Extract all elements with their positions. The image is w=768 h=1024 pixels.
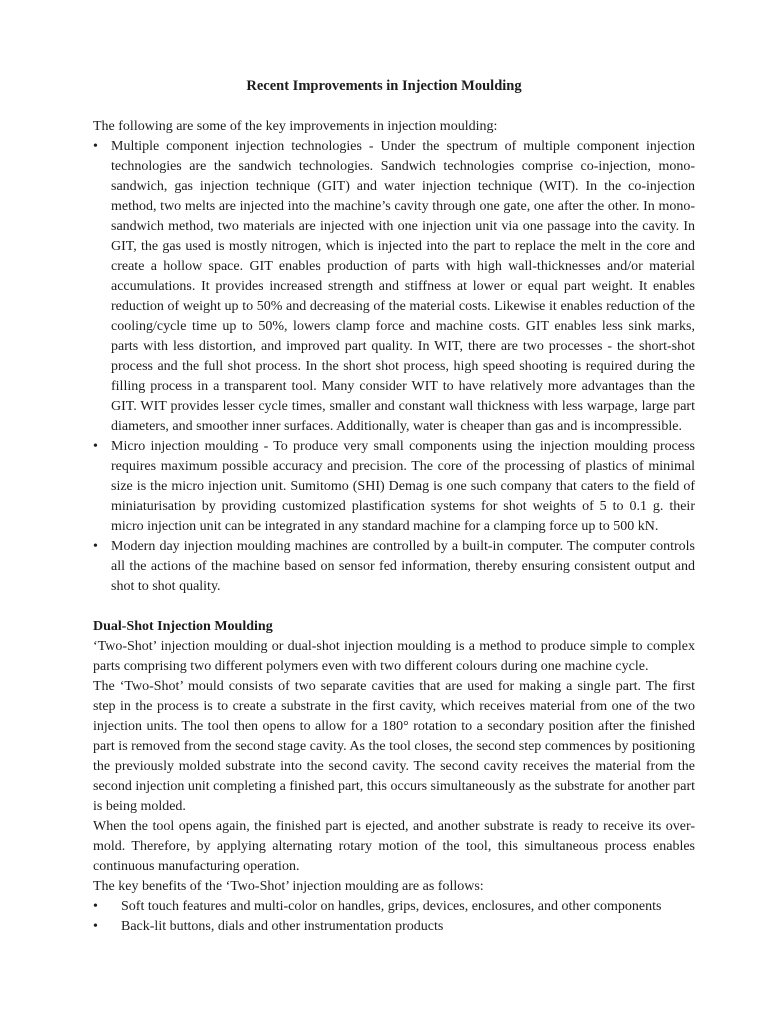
section-heading: Dual-Shot Injection Moulding: [93, 619, 273, 634]
document-title: Recent Improvements in Injection Moulding: [246, 78, 522, 94]
bullet-icon: •: [93, 919, 98, 934]
benefit-text: Back-lit buttons, dials and other instrumentation products: [121, 919, 444, 934]
bullet-icon: •: [93, 439, 98, 454]
section-paragraph: When the tool opens again, the finished part is ejected, and another substrate is ready to receive its over-mold. Therefore, by applying alternating rotary motion of the tool, this simultaneous process enables continuous manufacturing operation.: [93, 819, 695, 874]
improvement-item-micro-injection: [93, 437, 695, 537]
bullet-icon: •: [93, 139, 98, 154]
benefits-intro: The key benefits of the ‘Two-Shot’ injection moulding are as follows:: [93, 879, 484, 894]
bullet-icon: •: [93, 539, 98, 554]
document-body: [93, 117, 695, 937]
improvement-text: Multiple component injection technologies - Under the spectrum of multiple component injection technologies are the sandwich technologies. Sandwich technologies comprise co-injection, mono-sandwich, gas injection technique (GIT) and water injection technique (WIT). In the co-injection method, two melts are injected into the machine’s cavity through one gate, one after the other. In mono-sandwich method, two materials are injected with one injection unit via one passage into the cavity. In GIT, the gas used is mostly nitrogen, which is injected into the part to replace the melt in the core and create a hollow space. GIT enables production of parts with high wall-thicknesses and/or material accumulations. It provides increased strength and stiffness at lower or equal part weight. It enables reduction of weight up to 50% and decreasing of the material costs. Likewise it enables reduction of the cooling/cycle time up to 50%, lowers clamp force and machine costs. GIT enables less sink marks, parts with less distortion, and improved part quality. In WIT, there are two processes - the short-shot process and the full shot process. In the short shot process, high speed shooting is required during the filling process in a transparent tool. Many consider WIT to have relatively more advantages than the GIT. WIT provides lesser cycle times, smaller and constant wall thickness with less warpage, large part diameters, and smoother inner surfaces. Additionally, water is cheaper than gas and is incompressible.: [111, 139, 695, 434]
bullet-icon: •: [93, 899, 98, 914]
benefit-item: [93, 917, 695, 937]
benefits-list: [93, 897, 695, 937]
section-paragraph: The ‘Two-Shot’ mould consists of two separate cavities that are used for making a single part. The first step in the process is to create a substrate in the first cavity, which receives material from one of the two injection units. The tool then opens to allow for a 180° rotation to a secondary position after the finished part is removed from the second stage cavity. As the tool closes, the second step commences by positioning the previously molded substrate into the second cavity. The second cavity receives the material from the second injection unit completing a finished part, this occurs simultaneously as the substrate for another part is being molded.: [93, 679, 695, 814]
improvements-list: [93, 137, 695, 597]
intro-paragraph: The following are some of the key improvements in injection moulding:: [93, 119, 498, 134]
improvement-text: Modern day injection moulding machines are controlled by a built-in computer. The computer controls all the actions of the machine based on sensor fed information, thereby ensuring consistent output and shot to shot quality.: [111, 539, 695, 594]
benefit-item: [93, 897, 695, 917]
section-paragraph: ‘Two-Shot’ injection moulding or dual-shot injection moulding is a method to produce simple to complex parts comprising two different polymers even with two different colours during one machine cycle.: [93, 639, 695, 674]
improvement-text: Micro injection moulding - To produce very small components using the injection moulding process requires maximum possible accuracy and precision. The core of the processing of plastics of minimal size is the micro injection unit. Sumitomo (SHI) Demag is one such company that caters to the field of miniaturisation by providing customized plastification systems for shot weights of 5 to 0.1 g. their micro injection unit can be integrated in any standard machine for a clamping force up to 500 kN.: [111, 439, 695, 534]
improvement-item-computer-control: [93, 537, 695, 597]
benefit-text: Soft touch features and multi-color on handles, grips, devices, enclosures, and other components: [121, 899, 662, 914]
improvement-item-multi-component: [93, 137, 695, 437]
